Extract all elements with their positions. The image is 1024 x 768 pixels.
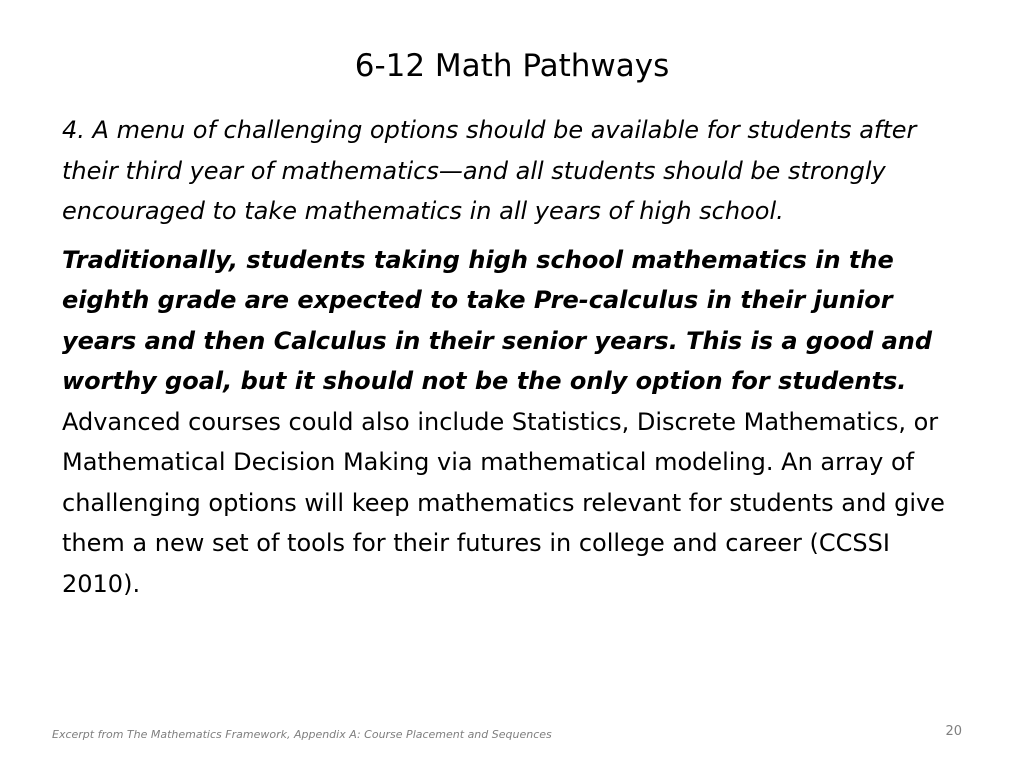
- slide-body: [62, 110, 967, 604]
- recommendation-paragraph: 4. A menu of challenging options should be available for students after their third year of mathematics—and all students should be strongly encouraged to take mathematics in all years of high school.: [62, 116, 917, 225]
- slide-title: 6-12 Math Pathways: [354, 48, 670, 84]
- footer-source: Excerpt from The Mathematics Framework, Appendix A: Course Placement and Sequences: [52, 728, 552, 741]
- emphasis-text: Traditionally, students taking high school mathematics in the eighth grade are expected to take Pre-calculus in their junior years and then Calculus in their senior years. This is a good and worthy goal, but it should not be the only option for students.: [62, 245, 933, 395]
- page-number: 20: [945, 724, 962, 739]
- explanation-paragraph: [62, 240, 967, 605]
- body-text: Advanced courses could also include Statistics, Discrete Mathematics, or Mathematical Decision Making via mathematical modeling. An array of challenging options will keep mathematics relevant for students and give them a new set of tools for their futures in college and career (CCSSI 2010).: [62, 407, 945, 598]
